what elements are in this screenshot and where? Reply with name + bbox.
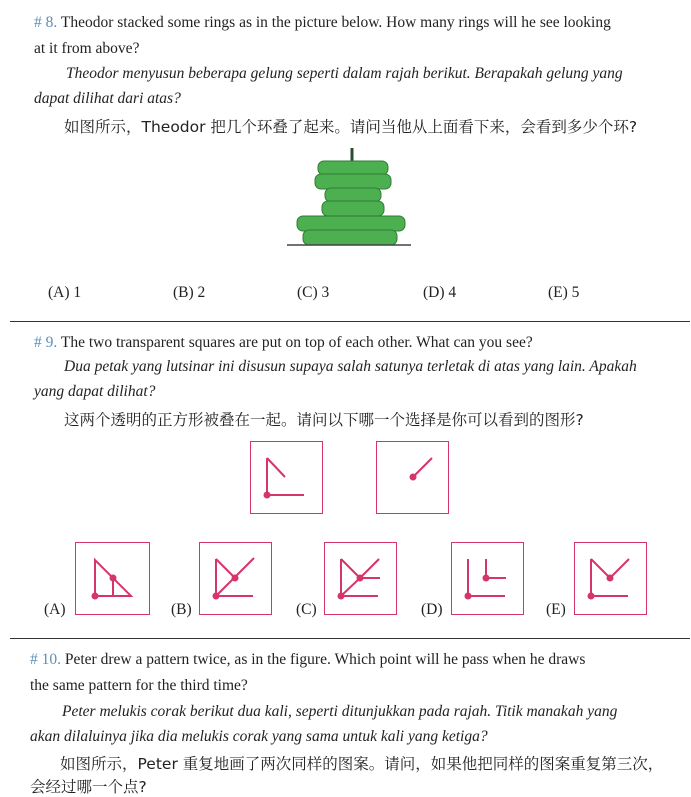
q9-english-text: The two transparent squares are put on top of each other. What can you see?: [60, 334, 533, 351]
given-square-1: [250, 441, 323, 514]
q8-english-line1: [34, 14, 611, 32]
q9-option-a-label[interactable]: (A): [44, 601, 66, 618]
q9-malay-line2: yang dapat dilihat?: [34, 383, 156, 400]
ring-1: [318, 161, 388, 175]
q8-malay-line2: dapat dilihat dari atas?: [34, 90, 181, 107]
q9-option-e-label[interactable]: (E): [546, 601, 566, 618]
q8-chinese-line: 如图所示，Theodor 把几个环叠了起来。请问当他从上面看下来，会看到多少个环?: [64, 118, 638, 136]
q9-option-b-label[interactable]: (B): [171, 601, 192, 618]
q10-chinese-line2: 会经过哪一个点?: [30, 778, 147, 796]
ring-3: [325, 188, 381, 202]
q8-number: # 8.: [34, 14, 58, 31]
q10-malay-line2: akan dilaluinya jika dia melukis corak yang sama untuk kali yang ketiga?: [30, 728, 488, 745]
q9-malay-line1: Dua petak yang lutsinar ini disusun supaya salah satunya terletak di atas yang lain. Apakah: [64, 358, 637, 375]
ring-5: [297, 216, 405, 231]
q10-chinese-line1: 如图所示，Peter 重复地画了两次同样的图案。请问，如果他把同样的图案重复第三次，: [60, 755, 664, 773]
divider-2: [10, 638, 690, 639]
q8-option-d[interactable]: (D) 4: [423, 284, 457, 301]
q8-option-b[interactable]: (B) 2: [173, 284, 206, 301]
ring-2: [315, 174, 391, 189]
q9-option-c-label[interactable]: (C): [296, 601, 317, 618]
q9-option-e-figure[interactable]: [574, 542, 647, 615]
q9-option-c-figure[interactable]: [324, 542, 397, 615]
q9-number: # 9.: [34, 334, 58, 351]
q10-malay-line1: Peter melukis corak berikut dua kali, seperti ditunjukkan pada rajah. Titik manakah yang: [62, 703, 618, 720]
q10-english-text: Peter drew a pattern twice, as in the figure. Which point will he pass when he draws: [64, 651, 586, 668]
q9-chinese-line: 这两个透明的正方形被叠在一起。请问以下哪一个选择是你可以看到的图形?: [64, 411, 584, 429]
ring-4: [322, 201, 384, 216]
q9-option-d-label[interactable]: (D): [421, 601, 443, 618]
q8-english-line2: at it from above?: [34, 40, 140, 57]
q10-english-line1: [30, 651, 585, 669]
q9-option-b-figure[interactable]: [199, 542, 272, 615]
given-square-2: [376, 441, 449, 514]
q10-english-line2: the same pattern for the third time?: [30, 677, 248, 694]
q8-option-a[interactable]: (A) 1: [48, 284, 82, 301]
divider-1: [10, 321, 690, 322]
q8-malay-line1: Theodor menyusun beberapa gelung seperti dalam rajah berikut. Berapakah gelung yang: [66, 65, 623, 82]
q9-option-d-figure[interactable]: [451, 542, 524, 615]
q9-english-line: [34, 334, 533, 352]
q8-option-e[interactable]: (E) 5: [548, 284, 580, 301]
q8-option-c[interactable]: (C) 3: [297, 284, 330, 301]
q9-option-a-figure[interactable]: [75, 542, 150, 615]
ring-6: [303, 230, 397, 245]
q10-number: # 10.: [30, 651, 61, 668]
q8-english-text: Theodor stacked some rings as in the picture below. How many rings will he see looking: [60, 14, 611, 31]
ring-stack-figure: [285, 146, 415, 251]
